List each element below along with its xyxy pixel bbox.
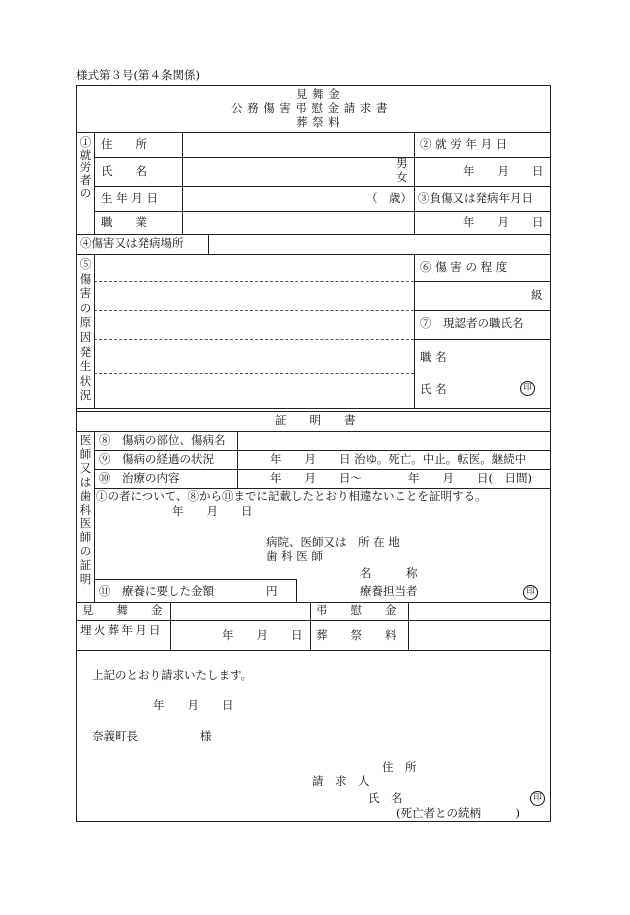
injury-date-label: ③負傷又は発病年月日 [418, 191, 533, 205]
hospital-address-label: 病院、医師又は 所 在 地 [266, 535, 400, 549]
witness-seal-icon: 印 [520, 381, 535, 396]
sex-female: 女 [396, 170, 408, 184]
witness-label: ⑦ 現認者の職氏名 [420, 316, 524, 330]
injury-place-label: ④傷害又は発病場所 [80, 236, 184, 250]
title-line-1: 見舞金 [296, 87, 345, 101]
form-number: 様式第３号(第４条関係) [76, 68, 200, 82]
address-label: 住 所 [101, 137, 147, 151]
cause-section-label: ⑤傷害の原因発生状況 [79, 257, 92, 403]
hospital-line-2: 歯 科 医 師 [266, 549, 323, 563]
work-date-label: ② 就 労 年 月 日 [420, 137, 508, 151]
claimant-address-label: 住 所 [382, 760, 417, 774]
mayor-label: 奈義町長 [92, 729, 138, 743]
claim-date: 年 月 日 [153, 698, 234, 712]
worker-section-label: ①就労者の [79, 135, 92, 200]
hospital-name-label: 名 称 [360, 566, 418, 580]
title-line-3: 葬祭料 [296, 115, 345, 129]
claimant-label: 請 求 人 [312, 774, 370, 788]
yen-unit: 円 [266, 584, 278, 598]
sousai-label: 葬 祭 料 [316, 628, 397, 642]
name-label: 氏 名 [101, 164, 147, 178]
item10-label: ⑩ 治療の内容 [99, 471, 180, 485]
treatment-person-label: 療養担当者 [360, 584, 418, 598]
item10-value: 年 月 日～ 年 月 日( 日間) [270, 471, 532, 485]
sex-male: 男 [396, 156, 408, 170]
item11-label: ⑪ 療養に要した金額 [99, 584, 214, 598]
title-line-2: 公務傷害弔慰金請求書 [231, 101, 392, 115]
injury-date-value: 年 月 日 [463, 215, 544, 229]
relation-label: (死亡者との続柄 ) [396, 806, 520, 820]
certificate-section-label: 医師又は歯科医師の証明 [79, 433, 92, 587]
dob-label: 生 年 月 日 [101, 191, 158, 205]
occupation-label: 職 業 [101, 215, 147, 229]
item9-label: ⑨ 傷病の経過の状況 [99, 452, 214, 466]
mimai-label: 見 舞 金 [82, 603, 163, 617]
injury-degree-label: ⑥ 傷 害 の 程 度 [420, 260, 508, 274]
certificate-title: 証 明 書 [275, 413, 356, 427]
witness-post: 職 名 [420, 350, 447, 364]
certificate-date: 年 月 日 [172, 504, 253, 518]
work-date-value: 年 月 日 [463, 164, 544, 178]
degree-unit: 級 [531, 288, 543, 302]
item8-label: ⑧ 傷病の部位、傷病名 [99, 433, 226, 447]
burial-date-label: 埋火葬年月日 [80, 623, 163, 637]
claimant-name-label: 氏 名 [368, 791, 403, 805]
age-field: （ 歳） [366, 191, 412, 205]
sama-label: 様 [200, 729, 212, 743]
doctor-seal-icon: 印 [523, 585, 538, 600]
choi-label: 弔 慰 金 [316, 603, 397, 617]
item9-value: 年 月 日 治ゆ。死亡。中止。転医。継続中 [270, 452, 527, 466]
claimant-seal-icon: 印 [530, 791, 545, 806]
witness-name: 氏 名 [420, 382, 447, 396]
burial-date-value: 年 月 日 [222, 628, 303, 642]
claim-statement: 上記のとおり請求いたします。 [92, 668, 253, 682]
certificate-statement: ①の者について、⑧から⑪までに記載したとおり相違ないことを証明する。 [96, 489, 487, 503]
